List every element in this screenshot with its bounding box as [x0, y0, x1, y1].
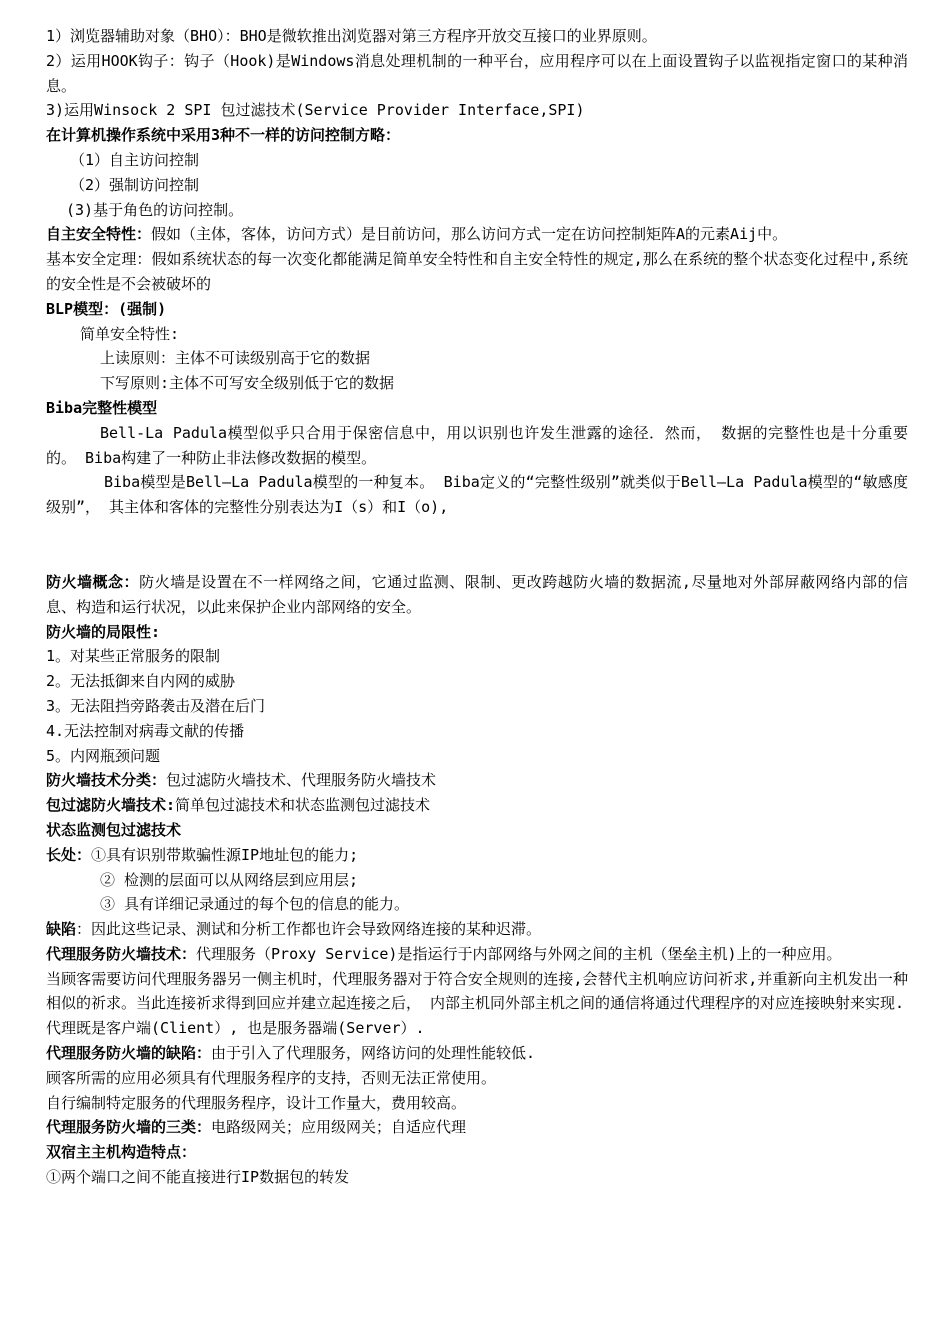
- biba-paragraph-2: Biba模型是Bell—La Padula模型的一种复本。 Biba定义的“完整性级别”就类似于Bell—La Padula模型的“敏感度级别”， 其主体和客体的完整性分别表达为I（s）和I（o),: [46, 473, 908, 517]
- blp-read-rule: 上读原则：主体不可读级别高于它的数据: [100, 349, 371, 368]
- proxy-paragraph-3: 代理既是客户端(Client）, 也是服务器端(Server）.: [46, 1019, 425, 1038]
- packet-filter-label: 包过滤防火墙技术:: [46, 796, 176, 815]
- advantage-text-1: ①具有识别带欺骗性源IP地址包的能力;: [91, 845, 359, 864]
- proxy-text: 代理服务（Proxy Service)是指运行于内部网络与外网之间的主机（堡垒主机)上的一种应用。: [196, 944, 842, 963]
- packet-filter-text: 简单包过滤技术和状态监测包过滤技术: [175, 796, 431, 815]
- firewall-limit-item: 3。无法阻挡旁路袭击及潜在后门: [46, 696, 266, 715]
- proxy-disadvantage-label: 代理服务防火墙的缺陷：: [46, 1044, 212, 1063]
- spi-item: 3)运用Winsock 2 SPI 包过滤技术(Service Provider Interface,SPI): [46, 101, 585, 120]
- dual-homed-item-1: ①两个端口之间不能直接进行IP数据包的转发: [46, 1168, 350, 1187]
- firewall-limit-item: 1。对某些正常服务的限制: [46, 647, 221, 666]
- proxy-disadvantage-3: 自行编制特定服务的代理服务程序，设计工作量大，费用较高。: [46, 1093, 467, 1112]
- proxy-paragraph-2: 当顾客需要访问代理服务器另一侧主机时，代理服务器对于符合安全规则的连接,会替代主机响应访问祈求,并重新向主机发出一种相似的祈求。当此连接祈求得到回应并建立起连接之后， 内部主机同外部主机之间的通信将通过代理程序的对应连接映射来实现.: [46, 969, 908, 1013]
- proxy-disadvantage-text: 由于引入了代理服务，网络访问的处理性能较低.: [211, 1044, 536, 1063]
- disadvantage-label: 缺陷: [46, 920, 77, 939]
- firewall-limits-heading: 防火墙的局限性:: [46, 622, 161, 641]
- proxy-label: 代理服务防火墙技术：: [46, 944, 197, 963]
- dac-text: 假如（主体，客体，访问方式）是目前访问，那么访问方式一定在访问控制矩阵A的元素Aij中。: [151, 225, 788, 244]
- classification-text: 包过滤防火墙技术、代理服务防火墙技术: [166, 771, 437, 790]
- blp-write-rule: 下写原则:主体不可写安全级别低于它的数据: [100, 374, 395, 393]
- proxy-disadvantage-2: 顾客所需的应用必须具有代理服务程序的支持，否则无法正常使用。: [46, 1068, 497, 1087]
- advantage-1: [46, 843, 908, 868]
- proxy-types-line: [46, 1115, 908, 1140]
- advantage-label: 长处：: [46, 845, 92, 864]
- firewall-classification: [46, 768, 908, 793]
- access-control-item-2: （2）强制访问控制: [70, 175, 200, 194]
- firewall-concept-text: 防火墙是设置在不一样网络之间，它通过监测、限制、更改跨越防火墙的数据流,尽量地对外部屏蔽网络内部的信息、构造和运行状况，以此来保护企业内部网络的安全。: [46, 572, 908, 616]
- hook-item: 2）运用HOOK钩子：钩子（Hook)是Windows消息处理机制的一种平台，应用程序可以在上面设置钩子以监视指定窗口的某种消息。: [46, 51, 908, 95]
- proxy-disadvantage-line: [46, 1041, 908, 1066]
- dac-label: 自主安全特性：: [46, 225, 152, 244]
- blp-simple-property: 简单安全特性:: [80, 324, 180, 343]
- firewall-concept-paragraph: [46, 570, 908, 620]
- firewall-limit-item: 2。无法抵御来自内网的威胁: [46, 672, 236, 691]
- packet-filter-line: [46, 793, 908, 818]
- advantage-3: ③ 具有详细记录通过的每个包的信息的能力。: [100, 895, 410, 914]
- disadvantage-line: [46, 917, 908, 942]
- classification-label: 防火墙技术分类：: [46, 771, 167, 790]
- proxy-types-text: 电路级网关；应用级网关；自适应代理: [211, 1118, 467, 1137]
- dac-paragraph: [46, 222, 908, 247]
- proxy-types-label: 代理服务防火墙的三类：: [46, 1118, 212, 1137]
- access-control-item-3: (3)基于角色的访问控制。: [66, 200, 244, 219]
- bho-item: 1）浏览器辅助对象（BHO）：BHO是微软推出浏览器对第三方程序开放交互接口的业界原则。: [46, 27, 657, 45]
- proxy-concept-paragraph: [46, 942, 908, 967]
- access-control-item-1: （1）自主访问控制: [70, 150, 200, 169]
- firewall-concept-label: 防火墙概念：: [46, 572, 140, 591]
- firewall-limit-item: 5。内网瓶颈问题: [46, 746, 161, 765]
- dual-homed-heading: 双宿主主机构造特点：: [46, 1143, 197, 1162]
- advantage-2: ② 检测的层面可以从网络层到应用层;: [100, 870, 359, 889]
- basic-theorem-paragraph: 基本安全定理：假如系统状态的每一次变化都能满足简单安全特性和自主安全特性的规定,那么在系统的整个状态变化过程中,系统的安全性是不会被破坏的: [46, 250, 908, 293]
- stateful-inspection-heading: 状态监测包过滤技术: [46, 820, 182, 839]
- access-control-heading: 在计算机操作系统中采用3种不一样的访问控制方略：: [46, 126, 401, 145]
- disadvantage-text: ：因此这些记录、测试和分析工作都也许会导致网络连接的某种迟滞。: [76, 920, 542, 939]
- document-page: [46, 24, 908, 1190]
- biba-paragraph-1: Bell-La Padula模型似乎只合用于保密信息中，用以识别也许发生泄露的途径．然而， 数据的完整性也是十分重要的。 Biba构建了一种防止非法修改数据的模型。: [46, 423, 908, 467]
- blp-heading: BLP模型：(强制): [46, 299, 167, 318]
- biba-heading: Biba完整性模型: [46, 398, 158, 417]
- firewall-limit-item: 4.无法控制对病毒文献的传播: [46, 721, 245, 740]
- section-gap: [46, 520, 908, 570]
